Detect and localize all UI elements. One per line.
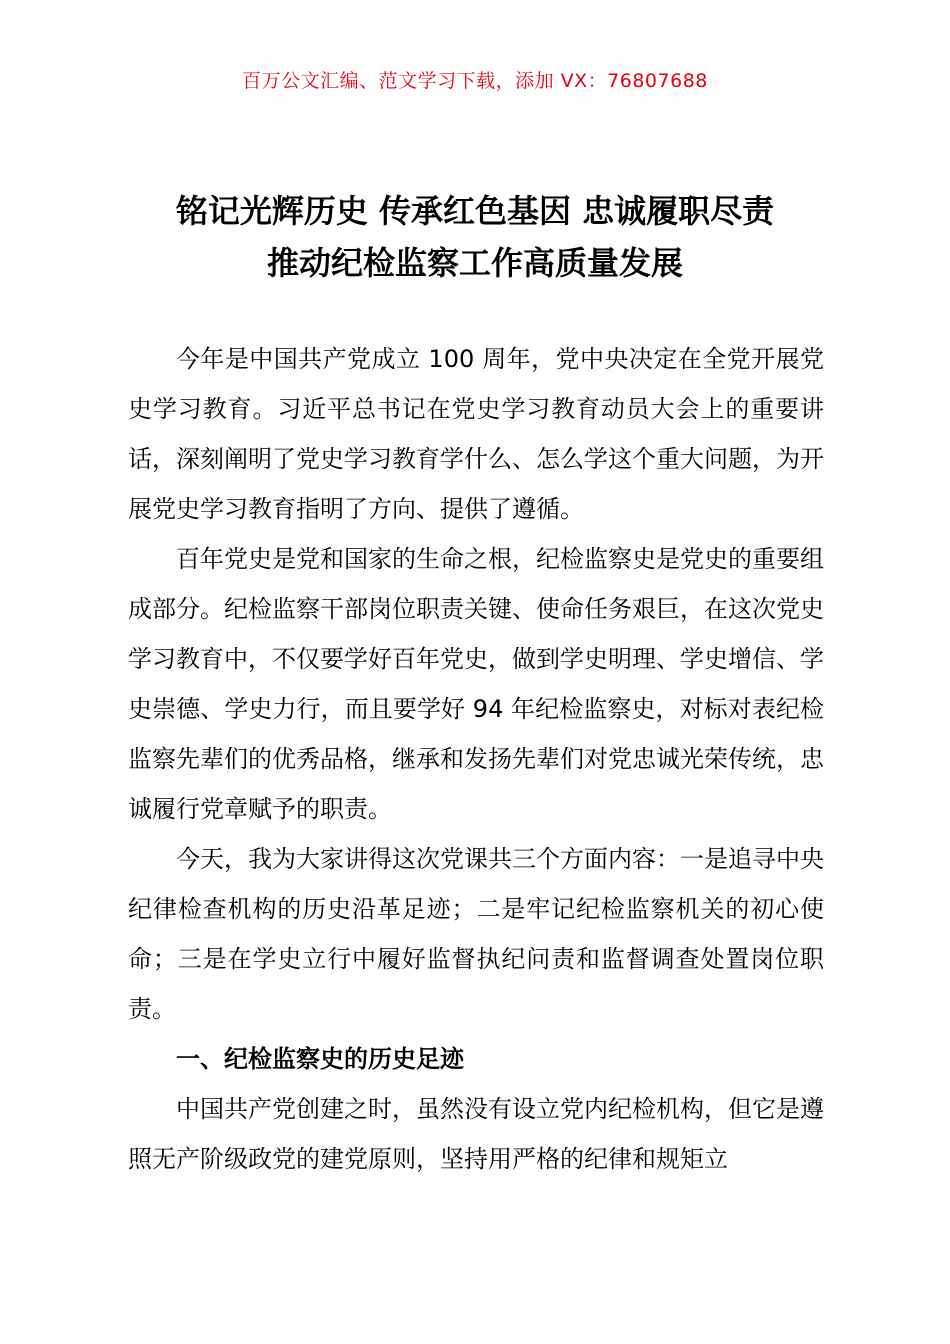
document-title: [100, 185, 850, 289]
paragraph-intro: 今年是中国共产党成立 100 周年，党中央决定在全党开展党史学习教育。习近平总书记在党史学习教育动员大会上的重要讲话，深刻阐明了党史学习教育学什么、怎么学这个重大问题，为开展党史学习教育指明了方向、提供了遵循。: [128, 345, 824, 523]
paragraph-history: 百年党史是党和国家的生命之根，纪检监察史是党史的重要组成部分。纪检监察干部岗位职责关键、使命任务艰巨，在这次党史学习教育中，不仅要学好百年党史，做到学史明理、学史增信、学史崇德、学史力行，而且要学好 94 年纪检监察史，对标对表纪检监察先辈们的优秀品格，继承和发扬先辈们对党忠诚光荣传统，忠诚履行党章赋予的职责。: [128, 545, 824, 823]
header-watermark-note: 百万公文汇编、范文学习下载，添加 VX：76807688: [242, 70, 708, 92]
document-body: [128, 334, 824, 1184]
title-line-1: 铭记光辉历史 传承红色基因 忠诚履职尽责: [175, 192, 775, 230]
paragraph-outline: 今天，我为大家讲得这次党课共三个方面内容：一是追寻中央纪律检查机构的历史沿革足迹；二是牢记纪检监察机关的初心使命；三是在学史立行中履好监督执纪问责和监督调查处置岗位职责。: [128, 845, 824, 1023]
section-heading-1: 一、纪检监察史的历史足迹: [176, 1045, 464, 1073]
title-line-2: 推动纪检监察工作高质量发展: [266, 244, 683, 282]
paragraph-section-1: 中国共产党创建之时，虽然没有设立党内纪检机构，但它是遵照无产阶级政党的建党原则，坚持用严格的纪律和规矩立: [128, 1095, 824, 1173]
